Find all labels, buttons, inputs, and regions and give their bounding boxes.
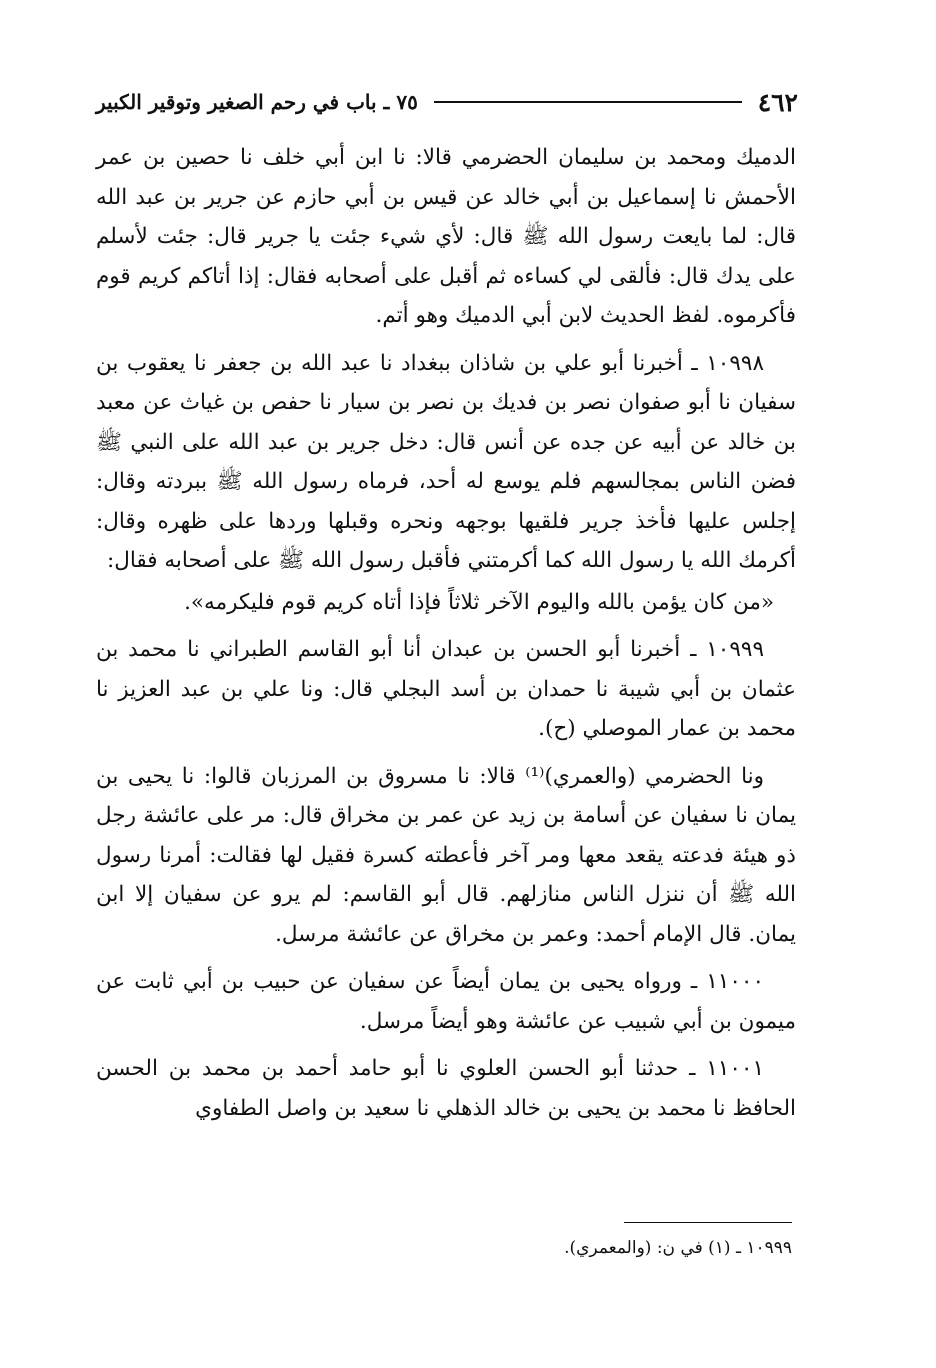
hadith-10999: ١٠٩٩٩ ـ أخبرنا أبو الحسن بن عبدان أنا أبو القاسم الطبراني نا محمد بن عثمان بن أبي شيبة نا حمدان بن أسد البجلي قال: ونا علي بن عبد العزيز نا محمد بن عمار الموصلي (ح). (96, 637, 796, 741)
hadith-11001: ١١٠٠١ ـ حدثنا أبو الحسن العلوي نا أبو حامد أحمد بن محمد بن الحسن الحافظ نا محمد بن يحيى بن خالد الذهلي نا سعيد بن واصل الطفاوي (96, 1056, 796, 1121)
hadith-quote: «من كان يؤمن بالله واليوم الآخر ثلاثاً فإذا أتاه كريم قوم فليكرمه». (184, 589, 774, 615)
page-header (96, 82, 798, 122)
page-number: ٤٦٢ (757, 87, 798, 117)
footnote: ١٠٩٩٩ ـ (١) في ن: (والمعمري). (564, 1238, 792, 1258)
footnote-rule (624, 1222, 792, 1223)
running-title: ٧٥ ـ باب في رحم الصغير وتوقير الكبير (96, 90, 418, 114)
hadith-10999-chain: ونا الحضرمي (والعمري)⁽¹⁾ قالا: نا مسروق بن المرزبان قالوا: نا يحيى بن يمان نا سفيان عن أسامة بن زيد عن عمر بن مخراق قال: مر على عائشة رجل ذو هيئة فدعته يقعد معها ومر آخر فأعطته كسرة فقيل لها فقالت: أمرنا رسول الله ﷺ أن ننزل الناس منازلهم. قال أبو القاسم: لم يرو عن سفيان إلا ابن يمان. قال الإمام أحمد: وعمر بن مخراق عن عائشة مرسل. (96, 763, 796, 947)
body-text (96, 138, 796, 1136)
hadith-11000: ١١٠٠٠ ـ ورواه يحيى بن يمان أيضاً عن سفيان عن حبيب بن أبي ثابت عن ميمون بن أبي شبيب عن عائشة وهو أيضاً مرسل. (96, 969, 796, 1034)
paragraph-continuation: الدميك ومحمد بن سليمان الحضرمي قالا: نا ابن أبي خلف نا حصين بن عمر الأحمش نا إسماعيل بن أبي خالد عن قيس بن أبي حازم عن جرير بن عبد الله قال: لما بايعت رسول الله ﷺ قال: لأي شيء جئت يا جرير قال: جئت لأسلم على يدك قال: فألقى لي كساءه ثم أقبل على أصحابه فقال: إذا أتاكم كريم قوم فأكرموه. لفظ الحديث لابن أبي الدميك وهو أتم. (96, 145, 796, 328)
header-rule (434, 101, 742, 103)
hadith-10998: ١٠٩٩٨ ـ أخبرنا أبو علي بن شاذان ببغداد نا عبد الله بن جعفر نا يعقوب بن سفيان نا أبو صفوان نصر بن فديك بن نصر بن سيار نا حفص بن غياث عن معبد بن خالد عن أبيه عن جده عن أنس قال: دخل جرير بن عبد الله على النبي ﷺ فضن الناس بمجالسهم فلم يوسع له أحد، فرماه رسول الله ﷺ ببردته وقال: إجلس عليها فأخذ جرير فلقيها بوجهه ونحره وقبلها وردها على ظهره وقال: أكرمك الله يا رسول الله كما أكرمتني فأقبل رسول الله ﷺ على أصحابه فقال: (96, 350, 796, 573)
